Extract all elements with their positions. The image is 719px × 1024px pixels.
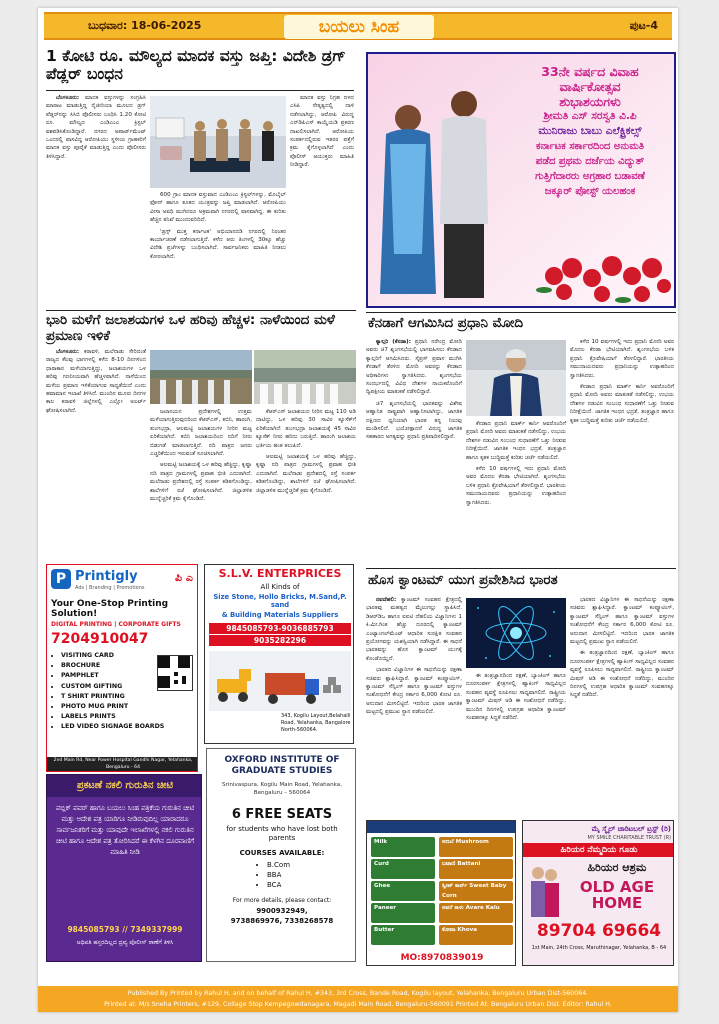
grocery-item: Paneer: [371, 903, 435, 923]
printingly-service-item: • BROCHURE: [61, 661, 164, 671]
printingly-service-item: • LED VIDEO SIGNAGE BOARDS: [61, 722, 164, 732]
notice-title: ಪ್ರಕಟಣೆ ನಕಲಿ ಗುರುತಿನ ಚೀಟಿ: [47, 775, 202, 797]
dateline: ಬೆಂಗಳೂರು:: [56, 349, 80, 355]
printingly-tag: Ads | Branding | Promotions: [75, 585, 145, 591]
printingly-service-item: • PHOTO MUG PRINT: [61, 702, 164, 712]
anniv-line-6: ಕರ್ನಾಟಕ ಸರ್ಕಾರದಿಂದ ಅನುಮತಿ: [535, 141, 645, 152]
slv-phone-2: 9035282296: [209, 635, 351, 646]
article-text: ಭಾರತದ ವಿಜ್ಞಾನಿಗಳ ಈ ಸಾಧನೆಯನ್ನು ರಕ್ಷಣಾ ಸಚಿವರು ಶ್ಲಾಘಿಸಿದ್ದಾರೆ. ಕ್ವಾಂಟಮ್ ಕಂಪ್ಯೂಟಿಂಗ್, ಕ್ವಾಂಟಮ್ ಸೆನ್ಸಿಂಗ್ ಹಾಗೂ ಕ್ವಾಂಟಮ್ ವಸ್ತುಗಳ ಸಂಶೋಧನೆಗೆ ಕೇಂದ್ರ ಸರ್ಕಾರ 6,000 ಕೋಟಿ ರೂ. ಅನುದಾನ ಮೀಸಲಿಟ್ಟಿದೆ. ಇದರಿಂದ ಭಾರತ ಜಾಗತಿಕ ಮಟ್ಟದಲ್ಲಿ ಪ್ರಮುಖ ಸ್ಥಾನ ಪಡೆಯಲಿದೆ.: [366, 667, 462, 716]
printingly-service-item: • CUSTOM GIFTING: [61, 682, 164, 692]
anniv-line-8: ಗುತ್ತಿಗೆದಾರರು ಅಗ್ರಹಾರ ಬಡಾವಣೆ: [535, 171, 645, 182]
contact-label: For more details, please contact:: [232, 897, 332, 904]
masthead: [44, 12, 672, 40]
grocery-header-band: [367, 821, 516, 833]
grocery-left-column: [371, 837, 435, 947]
course-item: • BBA: [267, 870, 290, 880]
trust-name-en: MY SMILE CHARITABLE TRUST (R): [587, 835, 671, 841]
oxford-phone-2: 9738869976, 7338268578: [230, 917, 334, 925]
article-text: ಕರಾವಳಿ, ಮಲೆನಾಡು ಸೇರಿದಂತೆ ರಾಜ್ಯದ ಕೆಲವು ಭಾಗಗಳಲ್ಲಿ ಕಳೆದ 8-10 ದಿನಗಳಿಂದ ಧಾರಾಕಾರ ಮಳೆಯಾಗುತ್ತಿದ್ದು, ಜಲಾಶಯಗಳ ಒಳ ಹರಿವು ಗಣನೀಯವಾಗಿ ಹೆಚ್ಚಳವಾಗಿದೆ. ನಾಳೆಯಿಂದ ಮಳೆಯ ಪ್ರಮಾಣ ಇಳಿಕೆಯಾಗುವ ಸಾಧ್ಯತೆಯಿದೆ ಎಂದು ಹವಾಮಾನ ಇಲಾಖೆ ತಿಳಿಸಿದೆ. ಮುಂದಿನ ಮೂರು ದಿನಗಳ ಕಾಲ ಕರಾವಳಿ ಜಿಲ್ಲೆಗಳಲ್ಲಿ ಎಲ್ಲೋ ಅಲರ್ಟ್ ಘೋಷಿಸಲಾಗಿದೆ.: [46, 349, 146, 414]
dateline: ಕ್ಯಾಲ್ಗರಿ (ಕೆನಡಾ):: [376, 339, 411, 345]
article-3-col-2: [466, 420, 566, 564]
imprint-footer: [38, 986, 678, 1012]
slv-line-3: & Building Materials Suppliers: [221, 611, 339, 619]
anniversary-text: [508, 64, 672, 199]
article-3-col-3: [570, 338, 674, 564]
grocery-item: ಅಣಬೆ Mushroom: [439, 837, 513, 857]
footer-line-2: Printed at: M/s Sneha Printers, #129, Collage Stop Kempegowdanagara, Magadi Main Road, Bengaluru-560091 Printed At: Bengaluru Urban Dist. Editor: Rahul H.: [104, 1001, 612, 1008]
divider: [46, 90, 354, 91]
anniv-line-1: 33ನೇ ವರ್ಷದ ವಿವಾಹ: [541, 64, 639, 79]
article-text: ಮಾದಕ ವಸ್ತು ನಿಗ್ರಹ ದಳದ ಎಸಿಪಿ ನೇತೃತ್ವದಲ್ಲಿ ದಾಳಿ ನಡೆಸಲಾಗಿದ್ದು, ಆರೋಪಿ ವಿರುದ್ಧ ಎನ್‌ಡಿಪಿಎಸ್ ಕಾಯ್ದೆಯಡಿ ಪ್ರಕರಣ ದಾಖಲಿಸಲಾಗಿದೆ. ಆರೋಪಿಯ ಸಂಪರ್ಕದಲ್ಲಿರುವ ಇತರರ ಪತ್ತೆಗೆ ಕ್ರಮ ಕೈಗೊಳ್ಳಲಾಗಿದೆ ಎಂದು ಪೊಲೀಸ್ ಆಯುಕ್ತರು ಮಾಹಿತಿ ನೀಡಿದ್ದಾರೆ.: [290, 95, 354, 169]
article-4-col-3: [570, 596, 674, 812]
old-age-phone: 89704 69664: [536, 921, 662, 941]
printingly-address: 2nd Main Rd, Near Power Hospital Gandhi Nagar, Yelahanka, Bengaluru - 64: [47, 757, 198, 771]
article-2-col-2: [150, 408, 252, 558]
dam-photo: [254, 350, 356, 404]
printingly-services: [51, 651, 164, 733]
old-age-home-ad: [522, 820, 674, 966]
fake-id-notice-ad: [46, 774, 202, 962]
grocery-ad: [366, 820, 516, 966]
printingly-sub: DIGITAL PRINTING | CORPORATE GIFTS: [51, 621, 181, 628]
grocery-item: ಅವರೆ ಕಾಳು Avare Kalu: [439, 903, 513, 923]
slv-enterprises-ad: [204, 564, 354, 744]
oxford-name: OXFORD INSTITUTE OF GRADUATE STUDIES: [224, 755, 340, 776]
issue-date: ಬುಧವಾರ: 18-06-2025: [88, 19, 202, 32]
anniv-line-7: ಪಡೆದ ಪ್ರಥಮ ದರ್ಜೆಯ ವಿದ್ಯುತ್: [535, 156, 645, 167]
police-press-photo: [150, 96, 286, 188]
slv-address: 343, Kogilu Layout,Belahalli Road, Yelahanka, Bangalore North-560064.: [281, 713, 351, 733]
qr-code-icon: [157, 655, 193, 691]
old-age-line-2: ಹಿರಿಯರ ಆಶ್ರಮ: [587, 861, 647, 874]
oxford-address: Srinivaspura, Kogilu Main Road, Yelahanka, Bengaluru – 560064: [221, 782, 342, 796]
anniv-line-9: ಜಕ್ಕೂರ್ ಪೋಸ್ಟ್ ಯಲಹಂಕ: [544, 186, 636, 197]
article-text: ಮಾದಕ ವಸ್ತುಗಳನ್ನು ಸಂಗ್ರಹಿಸಿ ಮಾರಾಟ ಮಾಡುತ್ತಿದ್ದ ನೈಜೀರಿಯಾ ಮೂಲದ ಡ್ರಗ್ ಪೆಡ್ಲರ್‌ನನ್ನು ಸಿಸಿಬಿ ಪೊಲೀಸರು ಬಂಧಿಸಿ 1.20 ಕೋಟಿ ರೂ. ಮೌಲ್ಯದ ಎಂಡಿಎಂಎ ಕ್ರಿಸ್ಟಲ್ ವಶಪಡಿಸಿಕೊಂಡಿದ್ದಾರೆ. ನಗರದ ಅಪಾರ್ಟ್‌ಮೆಂಟ್ ಒಂದರಲ್ಲಿ ವಾಸವಿದ್ದ ಆರೋಪಿಯು ಸ್ಥಳೀಯ ಗ್ರಾಹಕರಿಗೆ ಮಾದಕ ವಸ್ತು ಪೂರೈಕೆ ಮಾಡುತ್ತಿದ್ದ ಎಂದು ಪೊಲೀಸರು ತಿಳಿಸಿದ್ದಾರೆ.: [46, 95, 146, 160]
printingly-service-item: • LABELS PRINTS: [61, 712, 164, 722]
old-age-big: OLD AGE HOME: [579, 878, 655, 912]
article-text: 600 ಗ್ರಾಂ ಮಾದಕ ವಸ್ತುವಾದ ಎಂಡಿಎಂಎ ಕ್ರಿಸ್ಟಲ್‌ಗಳನ್ನು, ಮೊಬೈಲ್ ಫೋನ್ ಹಾಗೂ ತೂಕದ ಯಂತ್ರವನ್ನು ಜಪ್ತಿ ಮಾಡಲಾಗಿದೆ. ಆರೋಪಿಯು ವೀಸಾ ಅವಧಿ ಮುಗಿದರೂ ಅಕ್ರಮವಾಗಿ ನಗರದಲ್ಲಿ ವಾಸವಾಗಿದ್ದ. ಈ ಕುರಿತು ಹೆಚ್ಚಿನ ತನಿಖೆ ಮುಂದುವರಿದಿದೆ.: [150, 192, 286, 224]
article-1-headline: 1 ಕೋಟಿ ರೂ. ಮೌಲ್ಯದ ಮಾದಕ ವಸ್ತು ಜಪ್ತಿ: ವಿದೇಶಿ ಡ್ರಗ್ ಪೆಡ್ಲರ್ ಬಂಧನ: [46, 47, 346, 83]
article-text: ಈ ತಂತ್ರಜ್ಞಾನದಿಂದ ರಕ್ಷಣೆ, ಬ್ಯಾಂಕಿಂಗ್ ಹಾಗೂ ದೂರಸಂಪರ್ಕ ಕ್ಷೇತ್ರಗಳಲ್ಲಿ ಹ್ಯಾಕಿಂಗ್ ಸಾಧ್ಯವಿಲ್ಲದ ಸಂವಹನ ವ್ಯವಸ್ಥೆ ರೂಪಿಸಲು ಸಾಧ್ಯವಾಗಲಿದೆ. ರಾಷ್ಟ್ರೀಯ ಕ್ವಾಂಟಮ್ ಮಿಷನ್ ಅಡಿ ಈ ಸಂಶೋಧನೆ ನಡೆದಿದ್ದು, ಮುಂದಿನ ದಿನಗಳಲ್ಲಿ ಉಪಗ್ರಹ ಆಧಾರಿತ ಕ್ವಾಂಟಮ್ ಸಂವಹನಕ್ಕೂ ಸಿದ್ಧತೆ ನಡೆದಿದೆ.: [570, 650, 674, 699]
printingly-service-item: • T SHIRT PRINTING: [61, 692, 164, 702]
page-number: ಪುಟ-4: [629, 19, 658, 32]
slv-name: S.L.V. ENTERPRICES: [218, 567, 342, 580]
grocery-item: ಕೋವಾ Khova: [439, 925, 513, 945]
course-item: • B.Com: [267, 860, 290, 870]
grocery-item: Butter: [371, 925, 435, 945]
article-4-headline: ಹೊಸ ಕ್ವಾಂಟಮ್ ಯುಗ ಪ್ರವೇಶಿಸಿದ ಭಾರತ: [368, 572, 558, 588]
printingly-brand: Printigly: [75, 569, 138, 584]
notice-sign: ಅಧಿಪತಿ ಹಸ್ತರದಿಲ್ಲದ ದ್ರವ್ಯ ಪೊಲೀಸ್ ಠಾಣೆಗೆ ತಿಳಿಸಿ: [76, 939, 174, 946]
footer-line-1: Published By Printed by Rahul H, and on behalf of Rahul H, #343, 3rd Cross, Bande Road, Kogilu layout, Yelahanka, Bengaluru Urban Dist-560064.: [127, 990, 589, 997]
newspaper-title: ಬಯಲು ಸಿಂಹ: [284, 15, 434, 39]
course-list: [259, 860, 290, 890]
article-2-col-3: [256, 408, 356, 558]
anniversary-ad: [366, 52, 676, 308]
divider: [46, 310, 356, 311]
article-3-col-1: [366, 338, 462, 564]
article-text: ಜಿ7 ಶೃಂಗಸಭೆಯಲ್ಲಿ ಭಾರತವನ್ನು ವಿಶೇಷ ಆಹ್ವಾನಿತ ರಾಷ್ಟ್ರವಾಗಿ ಆಹ್ವಾನಿಸಲಾಗಿದ್ದು, ಜಾಗತಿಕ ದಕ್ಷಿಣದ ಧ್ವನಿಯಾಗಿ ಭಾರತ ತನ್ನ ನಿಲುವು ಮಂಡಿಸಲಿದೆ. ಭಯೋತ್ಪಾದನೆ ವಿರುದ್ಧ ಜಾಗತಿಕ ಸಹಕಾರದ ಅಗತ್ಯವನ್ನು ಪ್ರಧಾನಿ ಪ್ರತಿಪಾದಿಸಲಿದ್ದಾರೆ.: [366, 400, 462, 441]
article-4-col-1: [366, 596, 462, 812]
anniv-line-3: ಶುಭಾಶಯಗಳು: [559, 94, 621, 109]
printingly-service-item: • PAMPHLET: [61, 671, 164, 681]
notice-body: ಪಬ್ಲಿಕ್ ಪವರ್ ಹಾಗೂ ಬಯಲು ಸಿಂಹ ಪತ್ರಿಕೆಯ ಗುರುತಿನ ಚೀಟಿ ಮತ್ತು ಆದೇಶ ಪತ್ರ ಯಾರಿಗೂ ನೀಡಿರುವುದಿಲ್ಲ ಯಾರಾದರೂ ಸಾರ್ವಜನಿಕರಿಗೆ ಮತ್ತು ಯಾವುದೇ ಇಲಾಖೆಗಳಲ್ಲಿ ನಕಲಿ ಗುರುತಿನ ಚೀಟಿ ಹಾಗೂ ಆದೇಶ ಪತ್ರ ತೋರಿಸಿದರೆ ಈ ಕೆಳಗಿನ ದೂರವಾಣಿಗೆ ಮಾಹಿತಿ ನೀಡಿ: [55, 804, 195, 856]
divider: [366, 568, 676, 569]
grocery-right-column: [439, 837, 513, 947]
anniv-line-2: ವಾರ್ಷಿಕೋತ್ಸವ: [559, 79, 621, 94]
article-text: ಆಲಮಟ್ಟಿ ಜಲಾಶಯಕ್ಕೆ ಒಳ ಹರಿವು ಹೆಚ್ಚಿದ್ದು, ಕೃಷ್ಣಾ ನದಿ ಪಾತ್ರದ ಗ್ರಾಮಗಳಲ್ಲಿ ಪ್ರವಾಹ ಭೀತಿ ಎದುರಾಗಿದೆ. ಮಲೆನಾಡು ಪ್ರದೇಶದಲ್ಲಿ ರಸ್ತೆ ಸಂಪರ್ಕ ಕಡಿತಗೊಂಡಿದ್ದು, ಶಾಲೆಗಳಿಗೆ ರಜೆ ಘೋಷಿಸಲಾಗಿದೆ. ಜಿಲ್ಲಾಡಳಿತ ಮುನ್ನೆಚ್ಚರಿಕೆ ಕ್ರಮ ಕೈಗೊಂಡಿದೆ.: [150, 462, 252, 503]
old-age-line-1: ಹಿರಿಯರ ನೆಮ್ಮದಿಯ ಗೂಡು: [523, 843, 674, 857]
article-2-col-1: [46, 348, 146, 558]
article-4-col-2: [466, 672, 566, 812]
printingly-ad: [46, 564, 198, 772]
article-text: ಭಾರತದ ವಿಜ್ಞಾನಿಗಳ ಈ ಸಾಧನೆಯನ್ನು ರಕ್ಷಣಾ ಸಚಿವರು ಶ್ಲಾಘಿಸಿದ್ದಾರೆ. ಕ್ವಾಂಟಮ್ ಕಂಪ್ಯೂಟಿಂಗ್, ಕ್ವಾಂಟಮ್ ಸೆನ್ಸಿಂಗ್ ಹಾಗೂ ಕ್ವಾಂಟಮ್ ವಸ್ತುಗಳ ಸಂಶೋಧನೆಗೆ ಕೇಂದ್ರ ಸರ್ಕಾರ 6,000 ಕೋಟಿ ರೂ. ಅನುದಾನ ಮೀಸಲಿಟ್ಟಿದೆ. ಇದರಿಂದ ಭಾರತ ಜಾಗತಿಕ ಮಟ್ಟದಲ್ಲಿ ಪ್ರಮುಖ ಸ್ಥಾನ ಪಡೆಯಲಿದೆ.: [570, 597, 674, 646]
anniv-line-5: ಮುನಿರಾಜು ಬಾಬು ಎಲೆಕ್ಟ್ರಿಕಲ್ಸ್: [538, 125, 642, 137]
printingly-phone: 7204910047: [51, 631, 149, 647]
grocery-phone: MO:8970839019: [400, 953, 484, 963]
construction-vehicles-icon: [209, 651, 351, 711]
quantum-photo: [466, 598, 566, 668]
article-text: ಕೆನಡಾದ ಪ್ರಧಾನಿ ಮಾರ್ಕ್ ಕಾರ್ನಿ ಅವರೊಂದಿಗೆ ಪ್ರಧಾನಿ ಮೋದಿ ಅವರು ಮಾತುಕತೆ ನಡೆಸಲಿದ್ದು, ಉಭಯ ದೇಶಗಳ ನಡುವಿನ ಸಂಬಂಧ ಸುಧಾರಣೆಗೆ ಒತ್ತು ನೀಡುವ ನಿರೀಕ್ಷೆಯಿದೆ. ಜಾಗತಿಕ ಇಂಧನ ಭದ್ರತೆ, ತಂತ್ರಜ್ಞಾನ ಹಾಗೂ ಕೃತಕ ಬುದ್ಧಿಮತ್ತೆ ಕುರಿತು ಚರ್ಚೆ ನಡೆಯಲಿದೆ.: [466, 421, 566, 461]
printingly-service-item: • VISITING CARD: [61, 651, 164, 661]
article-text: ಕೆನಡಾದ ಪ್ರಧಾನಿ ಮಾರ್ಕ್ ಕಾರ್ನಿ ಅವರೊಂದಿಗೆ ಪ್ರಧಾನಿ ಮೋದಿ ಅವರು ಮಾತುಕತೆ ನಡೆಸಲಿದ್ದು, ಉಭಯ ದೇಶಗಳ ನಡುವಿನ ಸಂಬಂಧ ಸುಧಾರಣೆಗೆ ಒತ್ತು ನೀಡುವ ನಿರೀಕ್ಷೆಯಿದೆ. ಜಾಗತಿಕ ಇಂಧನ ಭದ್ರತೆ, ತಂತ್ರಜ್ಞಾನ ಹಾಗೂ ಕೃತಕ ಬುದ್ಧಿಮತ್ತೆ ಕುರಿತು ಚರ್ಚೆ ನಡೆಯಲಿದೆ.: [570, 384, 674, 424]
trust-name: ಮೈ ಸ್ಮೈಲ್ ಚಾರಿಟಬಲ್ ಟ್ರಸ್ಟ್ (ರಿ): [591, 825, 671, 833]
elderly-couple-icon: [527, 861, 561, 921]
courses-label: COURSES AVAILABLE:: [239, 849, 325, 857]
newspaper-page: [38, 8, 678, 1012]
free-seats-title: 6 FREE SEATS: [231, 807, 333, 822]
printingly-headline: Your One-Stop Printing Solution!: [51, 599, 169, 619]
anniv-line-4: ಶ್ರೀಮತಿ ಎಸ್ ಸರಸ್ವತಿ ವಿ.ಪಿ: [543, 110, 637, 122]
article-text: ಆಲಮಟ್ಟಿ ಜಲಾಶಯಕ್ಕೆ ಒಳ ಹರಿವು ಹೆಚ್ಚಿದ್ದು, ಕೃಷ್ಣಾ ನದಿ ಪಾತ್ರದ ಗ್ರಾಮಗಳಲ್ಲಿ ಪ್ರವಾಹ ಭೀತಿ ಎದುರಾಗಿದೆ. ಮಲೆನಾಡು ಪ್ರದೇಶದಲ್ಲಿ ರಸ್ತೆ ಸಂಪರ್ಕ ಕಡಿತಗೊಂಡಿದ್ದು, ಶಾಲೆಗಳಿಗೆ ರಜೆ ಘೋಷಿಸಲಾಗಿದೆ. ಜಿಲ್ಲಾಡಳಿತ ಮುನ್ನೆಚ್ಚರಿಕೆ ಕ್ರಮ ಕೈಗೊಂಡಿದೆ.: [256, 454, 356, 494]
article-text: ಪ್ರಧಾನಿ ನರೇಂದ್ರ ಮೋದಿ ಅವರು ಜಿ7 ಶೃಂಗಸಭೆಯಲ್ಲಿ ಭಾಗವಹಿಸಲು ಕೆನಡಾದ ಕ್ಯಾಲ್ಗರಿಗೆ ಆಗಮಿಸಿದರು. ಸೈಪ್ರಸ್ ಪ್ರವಾಸ ಮುಗಿಸಿ ಕೆನಡಾಗೆ ತೆರಳಿದ ಮೋದಿ ಅವರನ್ನು ಕೆನಡಾದ ಅಧಿಕಾರಿಗಳು ಸ್ವಾಗತಿಸಿದರು. ಶೃಂಗಸಭೆಯ ಸಂದರ್ಭದಲ್ಲಿ ವಿವಿಧ ದೇಶಗಳ ನಾಯಕರೊಂದಿಗೆ ದ್ವಿಪಕ್ಷೀಯ ಮಾತುಕತೆ ನಡೆಸಲಿದ್ದಾರೆ.: [366, 339, 462, 396]
notice-phone: 9845085793 // 7349337999: [67, 925, 183, 934]
article-text: ಕಳೆದ 10 ವರ್ಷಗಳಲ್ಲಿ ಇದು ಪ್ರಧಾನಿ ಮೋದಿ ಅವರ ಮೊದಲ ಕೆನಡಾ ಭೇಟಿಯಾಗಿದೆ. ಶೃಂಗಸಭೆಯ ಬಳಿಕ ಪ್ರಧಾನಿ ಕ್ರೊವೇಷಿಯಾಗೆ ತೆರಳಲಿದ್ದಾರೆ. ಭಾರತೀಯ ಸಮುದಾಯದವರು ಪ್ರಧಾನಿಯನ್ನು ಉತ್ಸಾಹದಿಂದ ಸ್ವಾಗತಿಸಿದರು.: [466, 466, 566, 506]
old-age-address: 1st Main, 24th Cross, Maruthinagar, Yelahanka, B - 64: [531, 945, 667, 951]
article-text: ಕಳೆದ 10 ವರ್ಷಗಳಲ್ಲಿ ಇದು ಪ್ರಧಾನಿ ಮೋದಿ ಅವರ ಮೊದಲ ಕೆನಡಾ ಭೇಟಿಯಾಗಿದೆ. ಶೃಂಗಸಭೆಯ ಬಳಿಕ ಪ್ರಧಾನಿ ಕ್ರೊವೇಷಿಯಾಗೆ ತೆರಳಲಿದ್ದಾರೆ. ಭಾರತೀಯ ಸಮುದಾಯದವರು ಪ್ರಧಾನಿಯನ್ನು ಉತ್ಸಾಹದಿಂದ ಸ್ವಾಗತಿಸಿದರು.: [570, 339, 674, 379]
grocery-item: ಬಟಾಣಿ Battani: [439, 859, 513, 879]
article-2-headline: ಭಾರಿ ಮಳೆಗೆ ಜಲಾಶಯಗಳ ಒಳ ಹರಿವು ಹೆಚ್ಚಳ: ನಾಳೆಯಿಂದ ಮಳೆ ಪ್ರಮಾಣ ಇಳಿಕೆ: [46, 312, 335, 344]
dateline: ಬೆಂಗಳೂರು:: [56, 95, 80, 101]
free-seats-sub: for students who have lost both parents: [226, 825, 338, 842]
course-item: • BCA: [267, 880, 290, 890]
printingly-logo-icon: P: [51, 569, 71, 589]
slv-phone-1: 9845085793-9036885793: [209, 623, 351, 634]
slv-line-2: Size Stone, Hollo Bricks, M.Sand,P. sand: [213, 593, 347, 609]
article-text: ಜಲಾನಯನ ಪ್ರದೇಶಗಳಲ್ಲಿ ಉತ್ತಮ ಮಳೆಯಾಗುತ್ತಿರುವುದರಿಂದ ಕೆಆರ್‌ಎಸ್, ಕಬಿನಿ, ಹಾರಂಗಿ, ತುಂಗಭದ್ರಾ, ಆಲಮಟ್ಟಿ ಜಲಾಶಯಗಳ ನೀರಿನ ಮಟ್ಟ ಏರಿಕೆಯಾಗಿದೆ. ಕಬಿನಿ ಜಲಾಶಯದಿಂದ ನದಿಗೆ ನೀರು ಬಿಡುಗಡೆ ಮಾಡಲಾಗುತ್ತಿದೆ. ನದಿ ಪಾತ್ರದ ಜನರು ಎಚ್ಚರಿಕೆಯಿಂದ ಇರುವಂತೆ ಸೂಚಿಸಲಾಗಿದೆ.: [150, 409, 252, 458]
article-text: ಕ್ವಾಂಟಮ್ ಸಂವಹನ ಕ್ಷೇತ್ರದಲ್ಲಿ ಭಾರತವು ಮಹತ್ವದ ಮೈಲುಗಲ್ಲು ಸ್ಥಾಪಿಸಿದೆ. ಡಿಆರ್‌ಡಿಒ ಹಾಗೂ ಐಐಟಿ ದೆಹಲಿಯ ವಿಜ್ಞಾನಿಗಳು 1 ಕಿ.ಮೀ.ಗಿಂತ ಹೆಚ್ಚು ದೂರದಲ್ಲಿ ಕ್ವಾಂಟಮ್ ಎಂಟ್ಯಾಂಗಲ್‌ಮೆಂಟ್ ಆಧಾರಿತ ಸುರಕ್ಷಿತ ಸಂವಹನ ಪ್ರಯೋಗವನ್ನು ಯಶಸ್ವಿಯಾಗಿ ನಡೆಸಿದ್ದಾರೆ. ಈ ಸಾಧನೆ ಭಾರತವನ್ನು ಹೊಸ ಕ್ವಾಂಟಮ್ ಯುಗಕ್ಕೆ ಕೊಂಡೊಯ್ದಿದೆ.: [366, 597, 462, 662]
modi-photo: [466, 340, 566, 416]
slv-sub: All Kinds of: [260, 583, 300, 591]
article-1-col-1: [46, 94, 146, 306]
article-text: ಈ ತಂತ್ರಜ್ಞಾನದಿಂದ ರಕ್ಷಣೆ, ಬ್ಯಾಂಕಿಂಗ್ ಹಾಗೂ ದೂರಸಂಪರ್ಕ ಕ್ಷೇತ್ರಗಳಲ್ಲಿ ಹ್ಯಾಕಿಂಗ್ ಸಾಧ್ಯವಿಲ್ಲದ ಸಂವಹನ ವ್ಯವಸ್ಥೆ ರೂಪಿಸಲು ಸಾಧ್ಯವಾಗಲಿದೆ. ರಾಷ್ಟ್ರೀಯ ಕ್ವಾಂಟಮ್ ಮಿಷನ್ ಅಡಿ ಈ ಸಂಶೋಧನೆ ನಡೆದಿದ್ದು, ಮುಂದಿನ ದಿನಗಳಲ್ಲಿ ಉಪಗ್ರಹ ಆಧಾರಿತ ಕ್ವಾಂಟಮ್ ಸಂವಹನಕ್ಕೂ ಸಿದ್ಧತೆ ನಡೆದಿದೆ.: [466, 673, 566, 722]
reservoir-photo: [150, 350, 252, 404]
article-text: 'ಡ್ರಗ್ಸ್ ಮುಕ್ತ ಕರ್ನಾಟಕ' ಅಭಿಯಾನದಡಿ ನಗರದಲ್ಲಿ ನಿರಂತರ ಕಾರ್ಯಾಚರಣೆ ನಡೆಸಲಾಗುತ್ತಿದೆ. ಕಳೆದ ಆರು ತಿಂಗಳಲ್ಲಿ 30ಕ್ಕೂ ಹೆಚ್ಚು ವಿದೇಶಿ ಪ್ರಜೆಗಳನ್ನು ಬಂಧಿಸಲಾಗಿದೆ. ಸಾರ್ವಜನಿಕರು ಮಾಹಿತಿ ನೀಡಲು ಕೋರಲಾಗಿದೆ.: [150, 228, 286, 260]
oxford-phone-1: 9900932949,: [256, 907, 308, 915]
divider: [366, 312, 676, 313]
printingly-header: [47, 565, 198, 599]
grocery-item: Curd: [371, 859, 435, 879]
printingly-kannada-mark: ಪಿ ಎ: [175, 571, 193, 584]
oxford-institute-ad: [206, 748, 356, 962]
grocery-item: Milk: [371, 837, 435, 857]
grocery-item: ಸ್ವೀಟ್ ಕಾರ್ನ್ Sweet Baby Corn: [439, 881, 513, 901]
article-1-col-3: [290, 94, 354, 306]
dateline: ನವದೆಹಲಿ:: [376, 597, 397, 603]
article-1-col-2: [150, 191, 286, 306]
article-3-headline: ಕೆನಡಾಗೆ ಆಗಮಿಸಿದ ಪ್ರಧಾನಿ ಮೋದಿ: [368, 315, 524, 331]
article-text: ಕೆಆರ್‌ಎಸ್ ಜಲಾಶಯದ ನೀರಿನ ಮಟ್ಟ 110 ಅಡಿ ದಾಟಿದ್ದು, ಒಳ ಹರಿವು 30 ಸಾವಿರ ಕ್ಯೂಸೆಕ್‌ಗೆ ಏರಿಕೆಯಾಗಿದೆ. ತುಂಗಭದ್ರಾ ಜಲಾಶಯಕ್ಕೆ 45 ಸಾವಿರ ಕ್ಯೂಸೆಕ್ ನೀರು ಹರಿದು ಬರುತ್ತಿದೆ. ಹಾರಂಗಿ ಜಲಾಶಯ ಭರ್ತಿಯ ಹಂತ ತಲುಪಿದೆ.: [256, 409, 356, 449]
grocery-item: Ghee: [371, 881, 435, 901]
